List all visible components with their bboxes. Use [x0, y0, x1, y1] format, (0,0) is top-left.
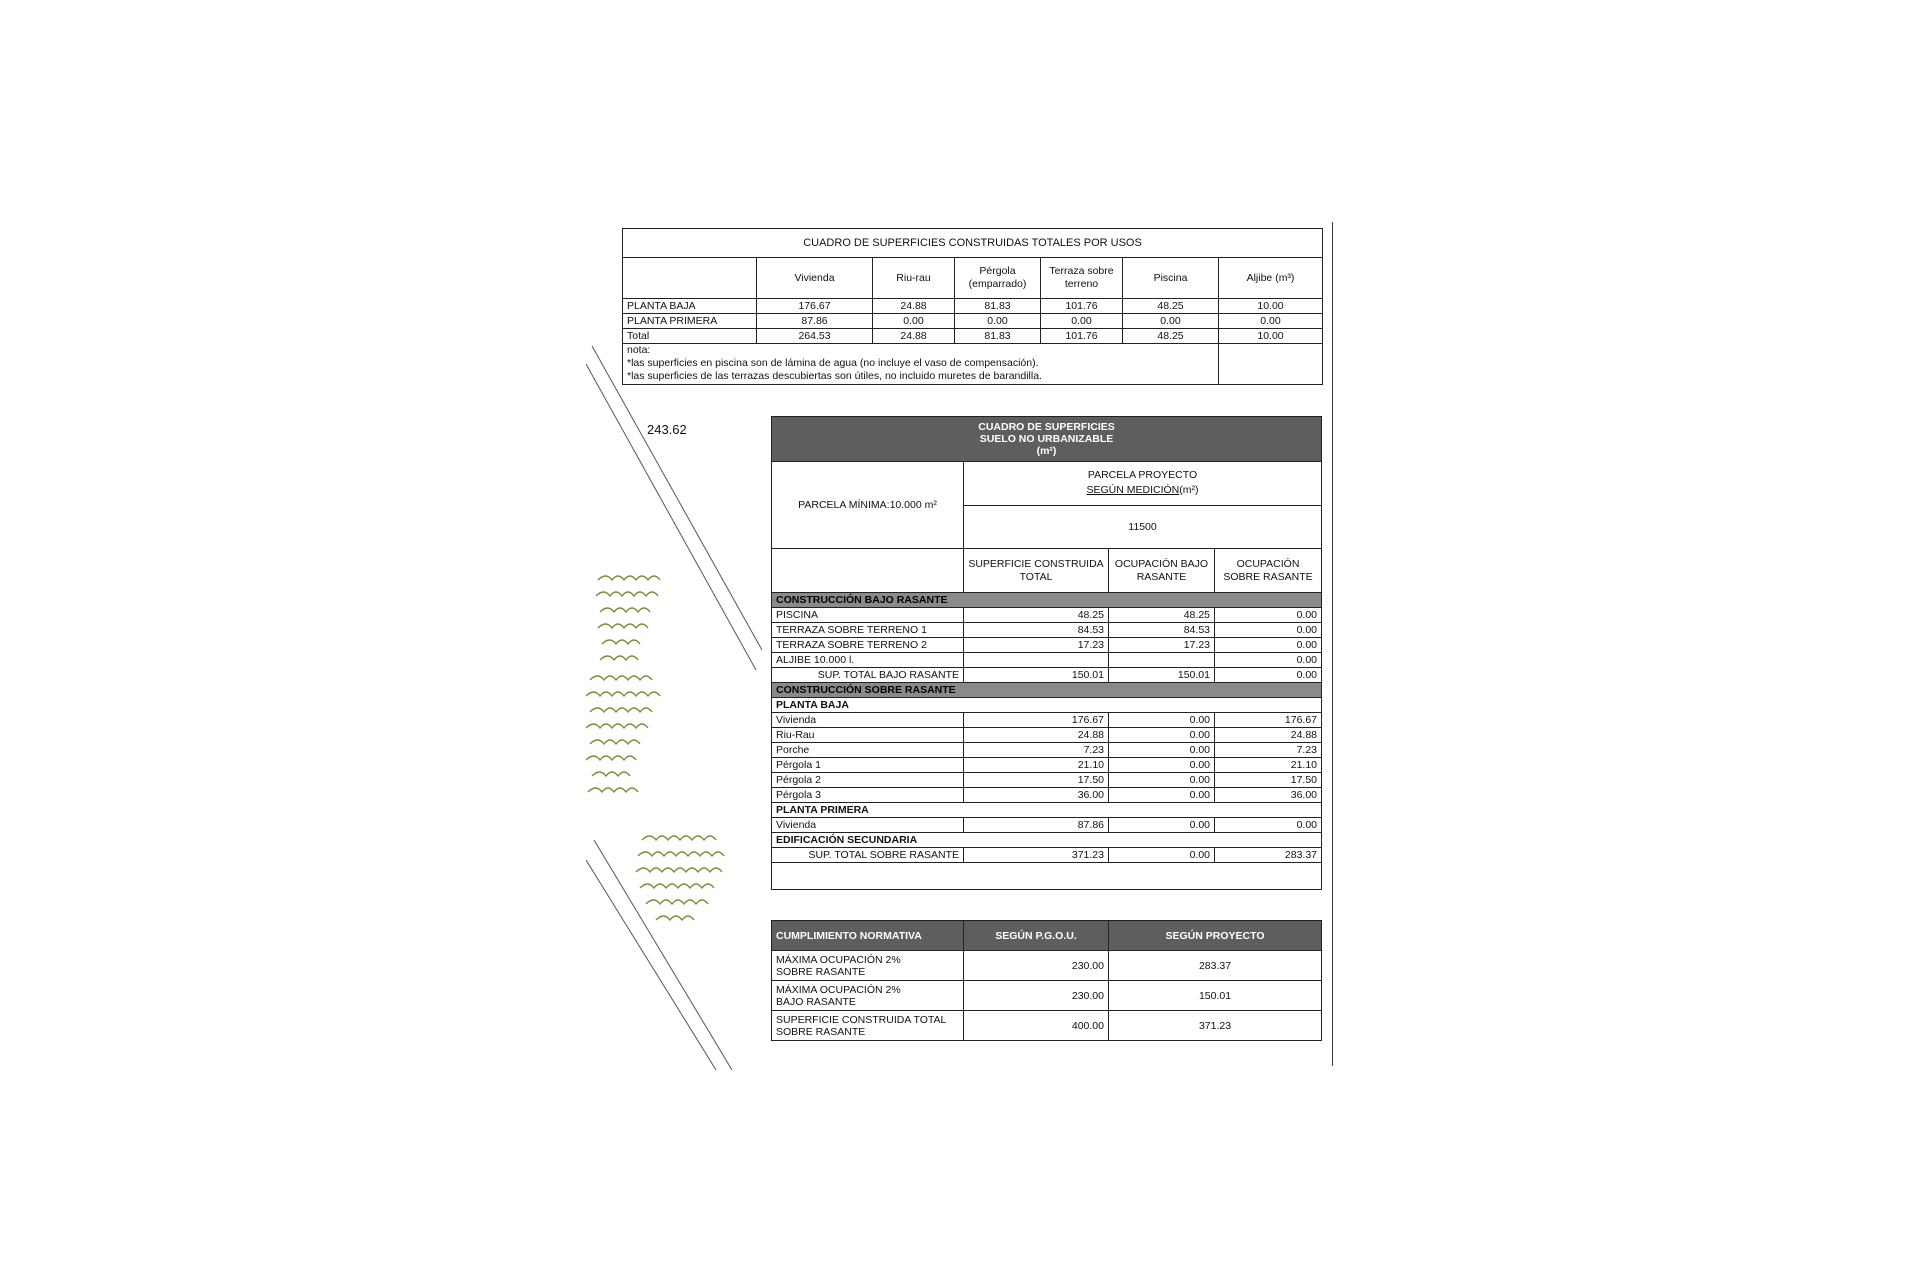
- table-cumplimiento-normativa: [771, 920, 1322, 1041]
- note-text: *las superficies de las terrazas descubiertas son útiles, no incluido muretes de barandilla.: [627, 370, 1042, 382]
- col-header: Vivienda: [757, 258, 873, 299]
- table-superficies-suelo: [771, 416, 1322, 890]
- cell: 0.00: [873, 314, 955, 329]
- table-row: SUPERFICIE CONSTRUIDA TOTAL SOBRE RASANTE 400.00 371.23: [772, 1011, 1322, 1041]
- col-header: Terraza sobre terreno: [1041, 258, 1123, 299]
- table-row: TERRAZA SOBRE TERRENO 1 84.53 84.53 0.00: [772, 623, 1322, 638]
- table-title: CUADRO DE SUPERFICIES SUELO NO URBANIZABLE (m²): [772, 417, 1322, 462]
- cell: 24.88: [873, 329, 955, 344]
- cell: 10.00: [1219, 329, 1323, 344]
- cell: 81.83: [955, 329, 1041, 344]
- col-header: OCUPACIÓN BAJO RASANTE: [1109, 549, 1215, 593]
- subsection-header: EDIFICACIÓN SECUNDARIA: [772, 833, 1322, 848]
- col-header: Riu-rau: [873, 258, 955, 299]
- col-header: SUPERFICIE CONSTRUIDA TOTAL: [964, 549, 1109, 593]
- table-row: Pérgola 2 17.50 0.00 17.50: [772, 773, 1322, 788]
- table-row: MÁXIMA OCUPACIÓN 2% SOBRE RASANTE 230.00 283.37: [772, 951, 1322, 981]
- cell: 101.76: [1041, 299, 1123, 314]
- col-header: SEGÚN P.G.O.U.: [964, 921, 1109, 951]
- cell: 176.67: [757, 299, 873, 314]
- cell: 48.25: [1123, 329, 1219, 344]
- table-row: Porche 7.23 0.00 7.23: [772, 743, 1322, 758]
- cell: 10.00: [1219, 299, 1323, 314]
- cell: 0.00: [1219, 314, 1323, 329]
- cell: 48.25: [1123, 299, 1219, 314]
- row-label: PLANTA PRIMERA: [623, 314, 757, 329]
- table-row: [623, 314, 1323, 329]
- table-header-row: [623, 258, 1323, 299]
- cell: 264.53: [757, 329, 873, 344]
- section-header: CONSTRUCCIÓN SOBRE RASANTE: [772, 683, 1322, 698]
- col-header: OCUPACIÓN SOBRE RASANTE: [1215, 549, 1322, 593]
- spacer-row: [772, 863, 1322, 890]
- section-header: CONSTRUCCIÓN BAJO RASANTE: [772, 593, 1322, 608]
- table-row: [623, 299, 1323, 314]
- table-row: ALJIBE 10.000 l. 0.00: [772, 653, 1322, 668]
- elevation-label: 243.62: [647, 422, 687, 437]
- table-superficies-por-usos: [622, 228, 1323, 385]
- parcela-minima: PARCELA MÍNIMA:10.000 m²: [772, 462, 964, 549]
- table-row: PISCINA 48.25 48.25 0.00: [772, 608, 1322, 623]
- row-label: PLANTA BAJA: [623, 299, 757, 314]
- row-label: Total: [623, 329, 757, 344]
- parcela-value: 11500: [964, 505, 1322, 549]
- table-row: Vivienda 87.86 0.00 0.00: [772, 818, 1322, 833]
- frame-border: [1332, 222, 1333, 1066]
- cell: 0.00: [1123, 314, 1219, 329]
- cell: 0.00: [955, 314, 1041, 329]
- subsection-header: PLANTA PRIMERA: [772, 803, 1322, 818]
- cell: 0.00: [1041, 314, 1123, 329]
- col-header: SEGÚN PROYECTO: [1109, 921, 1322, 951]
- cell: 101.76: [1041, 329, 1123, 344]
- parcela-proyecto: PARCELA PROYECTO SEGÚN MEDICIÓN(m²): [964, 462, 1322, 506]
- note-row: [623, 344, 1323, 385]
- col-header: Aljibe (m³): [1219, 258, 1323, 299]
- table-row: Vivienda 176.67 0.00 176.67: [772, 713, 1322, 728]
- note-cell: [623, 344, 1219, 385]
- table-row: Pérgola 3 36.00 0.00 36.00: [772, 788, 1322, 803]
- vegetation-icon: [586, 576, 724, 920]
- total-row: SUP. TOTAL SOBRE RASANTE 371.23 0.00 283.37: [772, 848, 1322, 863]
- table-row: Pérgola 1 21.10 0.00 21.10: [772, 758, 1322, 773]
- col-header: Piscina: [1123, 258, 1219, 299]
- cell: 87.86: [757, 314, 873, 329]
- note-text: *las superficies en piscina son de lámina de agua (no incluye el vaso de compensación).: [627, 357, 1039, 369]
- table-row: Riu-Rau 24.88 0.00 24.88: [772, 728, 1322, 743]
- table-row: TERRAZA SOBRE TERRENO 2 17.23 17.23 0.00: [772, 638, 1322, 653]
- cell: 81.83: [955, 299, 1041, 314]
- col-header: Pérgola (emparrado): [955, 258, 1041, 299]
- total-row: SUP. TOTAL BAJO RASANTE 150.01 150.01 0.00: [772, 668, 1322, 683]
- note-label: nota:: [627, 344, 651, 356]
- table-row: [623, 329, 1323, 344]
- subsection-header: PLANTA BAJA: [772, 698, 1322, 713]
- site-plan-drawing: [586, 340, 766, 1070]
- col-header: CUMPLIMIENTO NORMATIVA: [772, 921, 964, 951]
- table-row: MÁXIMA OCUPACIÓN 2% BAJO RASANTE 230.00 150.01: [772, 981, 1322, 1011]
- table-title: CUADRO DE SUPERFICIES CONSTRUIDAS TOTALES POR USOS: [623, 229, 1323, 258]
- cell: 24.88: [873, 299, 955, 314]
